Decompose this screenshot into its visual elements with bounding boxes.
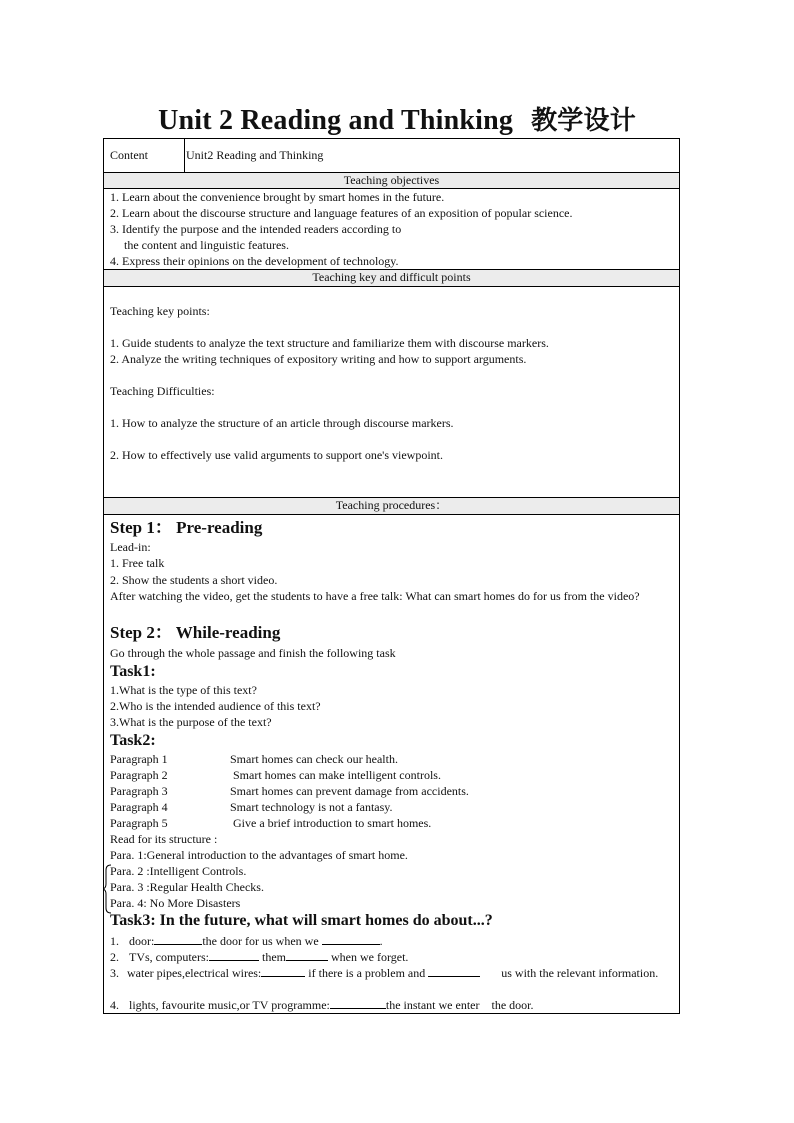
task3-item-label: TVs, computers: (129, 950, 209, 964)
match-paragraph: Paragraph 3 (110, 784, 168, 798)
objective-item: 4. Express their opinions on the development of technology. (110, 254, 399, 268)
match-text: Smart technology is not a fantasy. (230, 800, 393, 814)
structure-item: Para. 2 :Intelligent Controls. (110, 864, 247, 878)
task2-match-row (110, 783, 673, 799)
task2-match-row (110, 751, 673, 767)
task2-match-row (110, 767, 673, 783)
task3-item-number: 4. (110, 998, 119, 1012)
answer-blank[interactable] (154, 944, 202, 945)
task3-item-text: the door for us when we (202, 934, 322, 948)
task1-question: 2.Who is the intended audience of this text? (110, 699, 321, 713)
task3-item-text: the instant we enter (385, 998, 480, 1012)
task3-title: Task3: In the future, what will smart homes do about...? (110, 912, 493, 929)
task3-item (110, 965, 673, 981)
task3-item-label: lights, favourite music,or TV programme: (129, 998, 330, 1012)
objective-item: 2. Learn about the discourse structure and language features of an exposition of popular science. (110, 206, 573, 220)
step2-title: Step 2： While-reading (110, 623, 281, 642)
step1-line: 1. Free talk (110, 556, 165, 570)
objective-item: 3. Identify the purpose and the intended readers according to (110, 222, 402, 236)
match-text: Smart homes can prevent damage from accidents. (230, 784, 469, 798)
structure-title: Read for its structure : (110, 832, 218, 846)
task2-match-row (110, 815, 673, 831)
content-label-cell (104, 139, 185, 172)
difficulty-item: 1. How to analyze the structure of an article through discourse markers. (110, 416, 454, 430)
title-chinese: 教学设计 (531, 106, 636, 136)
match-paragraph: Paragraph 1 (110, 752, 168, 766)
step1-paragraph: After watching the video, get the students to have a free talk: What can smart homes do for us from the video? (110, 589, 640, 603)
key-point-item: 2. Analyze the writing techniques of expository writing and how to support arguments. (110, 352, 527, 366)
difficulty-item: 2. How to effectively use valid arguments to support one's viewpoint. (110, 448, 443, 462)
match-text: Give a brief introduction to smart homes. (230, 816, 432, 830)
task3-item-number: 3. (110, 966, 119, 980)
curly-brace-icon (103, 864, 113, 914)
task3-item-number: 1. (110, 934, 119, 948)
match-paragraph: Paragraph 4 (110, 800, 168, 814)
task3-item (110, 997, 673, 1013)
answer-blank[interactable] (286, 960, 328, 961)
structure-item: Para. 1:General introduction to the advantages of smart home. (110, 848, 408, 862)
task3-item-text: us with the relevant information. (498, 966, 659, 980)
answer-blank[interactable] (261, 976, 305, 977)
key-point-item: 1. Guide students to analyze the text structure and familiarize them with discourse markers. (110, 336, 549, 350)
task3-item-label: water pipes,electrical wires: (127, 966, 262, 980)
structure-item: Para. 3 :Regular Health Checks. (110, 880, 264, 894)
procedures-header: Teaching procedures： (104, 497, 679, 515)
answer-blank[interactable] (330, 1008, 386, 1009)
content-row (104, 139, 679, 172)
answer-blank[interactable] (428, 976, 480, 977)
task2-title: Task2: (110, 732, 156, 749)
step1-line: 2. Show the students a short video. (110, 573, 278, 587)
task3-item-text: them (259, 950, 286, 964)
task3-item (110, 949, 673, 965)
content-value: Unit2 Reading and Thinking (186, 148, 324, 162)
match-paragraph: Paragraph 2 (110, 768, 168, 782)
task3-item-text: when we forget. (328, 950, 409, 964)
answer-blank[interactable] (209, 960, 259, 961)
title-english: Unit 2 Reading and Thinking (158, 105, 514, 136)
structure-item: Para. 4: No More Disasters (110, 896, 241, 910)
difficulties-title: Teaching Difficulties: (110, 384, 215, 398)
page-title (0, 100, 794, 137)
task3-item-label: door: (129, 934, 155, 948)
key-points-header: Teaching key and difficult points (104, 269, 679, 287)
answer-blank[interactable] (322, 944, 380, 945)
task3-item (110, 933, 673, 949)
step1-title: Step 1： Pre-reading (110, 518, 263, 537)
task1-title: Task1: (110, 663, 156, 680)
step1-line: Lead-in: (110, 540, 151, 554)
match-text: Smart homes can check our health. (230, 752, 398, 766)
match-paragraph: Paragraph 5 (110, 816, 168, 830)
objective-item: the content and linguistic features. (124, 238, 289, 252)
key-points-title: Teaching key points: (110, 304, 210, 318)
task1-question: 3.What is the purpose of the text? (110, 715, 272, 729)
objectives-header: Teaching objectives (104, 172, 679, 189)
objectives-body (104, 189, 679, 269)
task3-item-text: the door. (491, 998, 534, 1012)
task3-item-text: . (379, 934, 383, 948)
objective-item: 1. Learn about the convenience brought by smart homes in the future. (110, 190, 445, 204)
task2-match-row (110, 799, 673, 815)
match-text: Smart homes can make intelligent controls. (230, 768, 441, 782)
task3-item-text: if there is a problem and (305, 966, 429, 980)
task3-item-number: 2. (110, 950, 119, 964)
content-label: Content (110, 148, 148, 162)
key-points-body (104, 287, 679, 495)
procedures-body (104, 515, 679, 1013)
task1-question: 1.What is the type of this text? (110, 683, 257, 697)
step2-intro: Go through the whole passage and finish the following task (110, 646, 396, 660)
lesson-plan-table (103, 138, 680, 1014)
